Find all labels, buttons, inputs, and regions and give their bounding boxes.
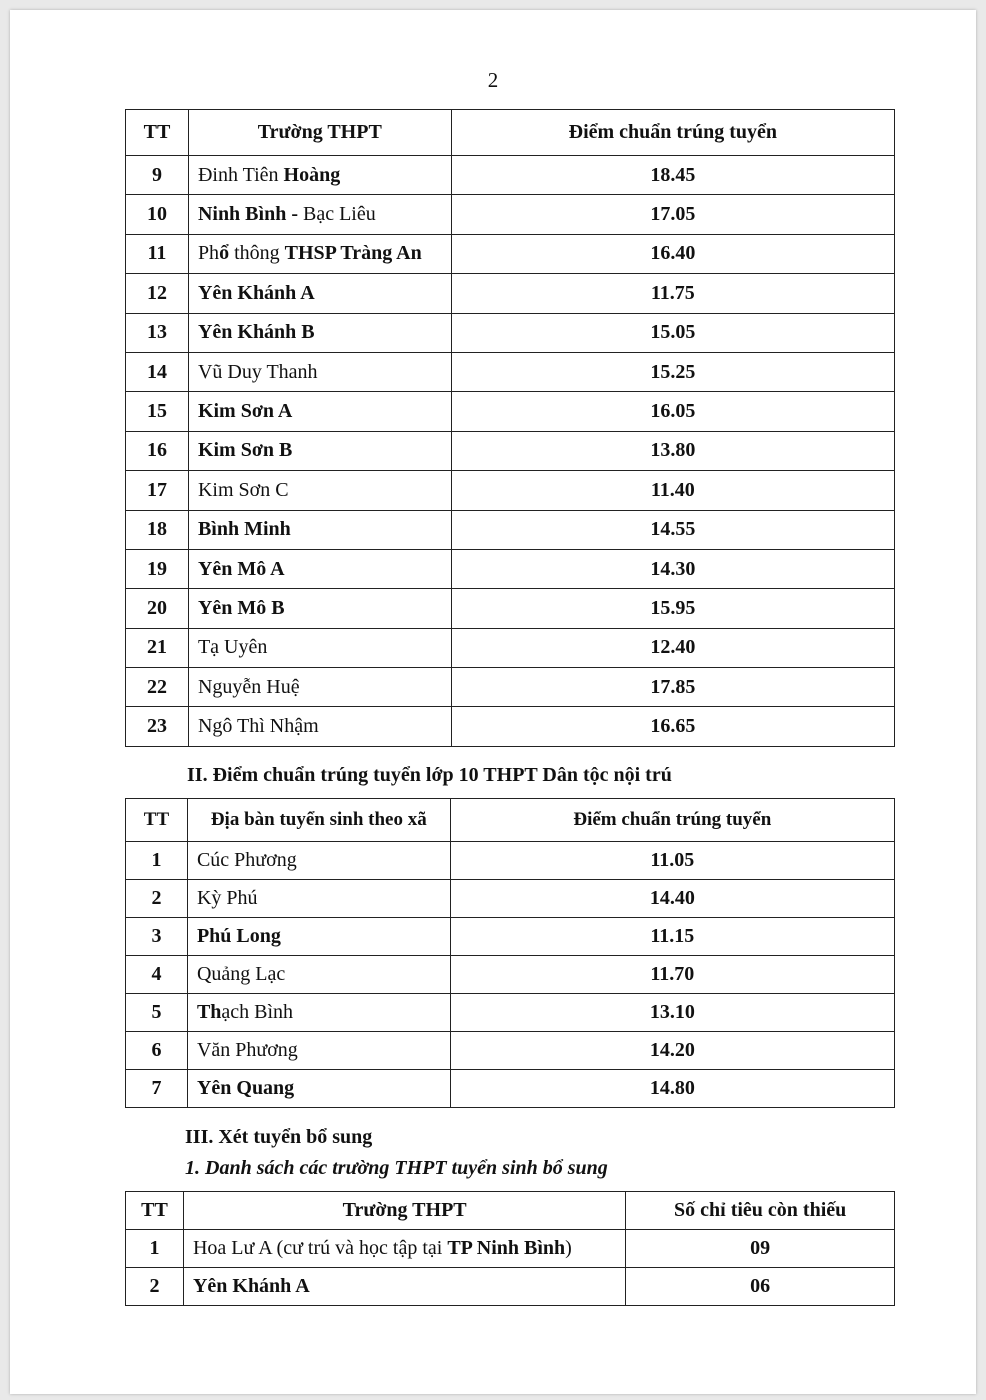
row-number: 14 [126, 352, 189, 391]
name-segment: Văn Phương [196, 1039, 298, 1061]
header-score: Điểm chuẩn trúng tuyển [450, 799, 894, 842]
row-score: 14.30 [451, 549, 894, 588]
name-segment: THSP Tràng An [284, 242, 422, 265]
table-header-row [126, 799, 895, 842]
row-score: 13.80 [451, 431, 894, 470]
row-number: 13 [126, 313, 189, 352]
row-name [188, 313, 451, 352]
header-school: Trường THPT [188, 110, 451, 156]
row-score: 14.80 [450, 1070, 894, 1108]
name-segment: Quảng Lạc [196, 963, 286, 985]
row-number: 15 [126, 392, 189, 431]
row-number: 1 [126, 1230, 184, 1268]
header-tt: TT [126, 799, 188, 842]
row-score: 11.05 [450, 842, 894, 880]
section-heading-boarding: II. Điểm chuẩn trúng tuyển lớp 10 THPT Dân tộc nội trú [187, 764, 672, 786]
row-score: 13.10 [450, 994, 894, 1032]
row-score: 16.05 [451, 392, 894, 431]
row-score: 06 [626, 1268, 895, 1306]
row-name [188, 431, 451, 470]
page-number: 2 [487, 68, 499, 92]
row-name [188, 274, 451, 313]
name-segment: Nguyễn Huệ [197, 675, 300, 698]
name-segment: ạch Bình [221, 1001, 294, 1023]
name-segment: ) [565, 1237, 572, 1259]
row-name [188, 707, 451, 746]
row-score: 17.05 [451, 195, 894, 234]
name-segment: Cúc Phương [196, 849, 297, 871]
table-header-row [126, 110, 895, 156]
row-number: 1 [126, 842, 188, 880]
name-segment: Vũ Duy Thanh [197, 360, 318, 383]
table-row [126, 1268, 895, 1306]
name-segment: Kim Sơn C [197, 478, 289, 501]
table-header-row [126, 1192, 895, 1230]
name-segment: ổ [219, 242, 230, 265]
row-score: 15.05 [451, 313, 894, 352]
name-segment: Yên Khánh A [197, 281, 315, 304]
row-score: 11.70 [450, 956, 894, 994]
row-name [187, 1032, 450, 1070]
name-segment: Yên Khánh B [197, 321, 315, 344]
row-name [187, 956, 450, 994]
table-row [126, 510, 895, 549]
name-segment: Bạc Liêu [298, 203, 376, 226]
table-row [126, 274, 895, 313]
header-tt: TT [126, 110, 189, 156]
header-school: Trường THPT [183, 1192, 625, 1230]
row-name [187, 918, 450, 956]
row-number: 11 [126, 234, 189, 273]
table-row [126, 994, 895, 1032]
table-row [126, 392, 895, 431]
table-row [126, 707, 895, 746]
table-row [126, 918, 895, 956]
table-row [126, 313, 895, 352]
row-number: 23 [126, 707, 189, 746]
row-score: 11.40 [451, 471, 894, 510]
row-name [188, 589, 451, 628]
row-number: 12 [126, 274, 189, 313]
row-name [188, 510, 451, 549]
row-score: 14.55 [451, 510, 894, 549]
row-name [187, 880, 450, 918]
row-number: 10 [126, 195, 189, 234]
name-segment: Ninh Bình - [197, 203, 298, 226]
table-row [126, 628, 895, 667]
row-number: 2 [126, 1268, 184, 1306]
row-number: 9 [126, 156, 189, 195]
name-segment: Ngô Thì Nhậm [197, 715, 319, 738]
subheading-supplementary-list: 1. Danh sách các trường THPT tuyển sinh bổ sung [185, 1157, 608, 1179]
row-name [187, 994, 450, 1032]
table-row [126, 1070, 895, 1108]
header-tt: TT [126, 1192, 184, 1230]
name-segment: Bình Minh [197, 518, 291, 541]
row-number: 17 [126, 471, 189, 510]
table-row [126, 549, 895, 588]
row-name [188, 352, 451, 391]
name-segment: Yên Khánh A [192, 1275, 310, 1297]
name-segment: Yên Mô B [197, 596, 285, 619]
row-score: 11.75 [451, 274, 894, 313]
row-score: 14.40 [450, 880, 894, 918]
row-name [188, 392, 451, 431]
table-row [126, 471, 895, 510]
row-score: 15.25 [451, 352, 894, 391]
header-quota: Số chỉ tiêu còn thiếu [626, 1192, 895, 1230]
row-number: 5 [126, 994, 188, 1032]
admission-scores-table [125, 109, 895, 747]
row-score: 09 [626, 1230, 895, 1268]
name-segment: Kỳ Phú [196, 887, 258, 909]
row-number: 7 [126, 1070, 188, 1108]
row-score: 11.15 [450, 918, 894, 956]
row-name [188, 471, 451, 510]
row-number: 18 [126, 510, 189, 549]
table-row [126, 234, 895, 273]
table-row [126, 156, 895, 195]
row-name [183, 1268, 625, 1306]
name-segment: Phú Long [196, 925, 281, 947]
row-name [188, 195, 451, 234]
row-number: 19 [126, 549, 189, 588]
row-name [188, 156, 451, 195]
row-score: 16.65 [451, 707, 894, 746]
header-score: Điểm chuẩn trúng tuyển [451, 110, 894, 156]
row-score: 16.40 [451, 234, 894, 273]
table-row [126, 431, 895, 470]
name-segment: Yên Mô A [197, 557, 285, 580]
table-row [126, 668, 895, 707]
section-heading-supplementary: III. Xét tuyển bổ sung [185, 1126, 373, 1148]
header-area: Địa bàn tuyển sinh theo xã [187, 799, 450, 842]
document-page [10, 10, 976, 1394]
name-segment: Kim Sơn B [197, 439, 293, 462]
row-number: 21 [126, 628, 189, 667]
name-segment: Tạ Uyên [197, 636, 268, 659]
name-segment: Đinh Tiên [197, 163, 284, 186]
row-score: 17.85 [451, 668, 894, 707]
row-score: 12.40 [451, 628, 894, 667]
row-number: 3 [126, 918, 188, 956]
table-row [126, 352, 895, 391]
table-row [126, 1032, 895, 1070]
row-name [188, 234, 451, 273]
table-row [126, 195, 895, 234]
row-score: 15.95 [451, 589, 894, 628]
row-number: 22 [126, 668, 189, 707]
name-segment: Th [196, 1001, 222, 1023]
row-name [187, 1070, 450, 1108]
supplementary-schools-table [125, 1191, 895, 1306]
name-segment: Hoa Lư A (cư trú và học tập tại [192, 1237, 448, 1259]
table-row [126, 880, 895, 918]
row-name [188, 668, 451, 707]
row-score: 18.45 [451, 156, 894, 195]
name-segment: TP Ninh Bình [447, 1237, 566, 1259]
table-row [126, 1230, 895, 1268]
row-name [187, 842, 450, 880]
row-number: 20 [126, 589, 189, 628]
name-segment: Hoàng [283, 163, 341, 186]
name-segment: Ph [197, 242, 220, 265]
row-name [183, 1230, 625, 1268]
row-number: 2 [126, 880, 188, 918]
boarding-scores-table [125, 798, 895, 1108]
row-name [188, 628, 451, 667]
name-segment: thông [229, 242, 285, 265]
table-row [126, 842, 895, 880]
row-number: 4 [126, 956, 188, 994]
name-segment: Kim Sơn A [197, 400, 293, 423]
row-number: 16 [126, 431, 189, 470]
table-row [126, 956, 895, 994]
row-score: 14.20 [450, 1032, 894, 1070]
row-name [188, 549, 451, 588]
name-segment: Yên Quang [196, 1077, 295, 1099]
table-row [126, 589, 895, 628]
row-number: 6 [126, 1032, 188, 1070]
